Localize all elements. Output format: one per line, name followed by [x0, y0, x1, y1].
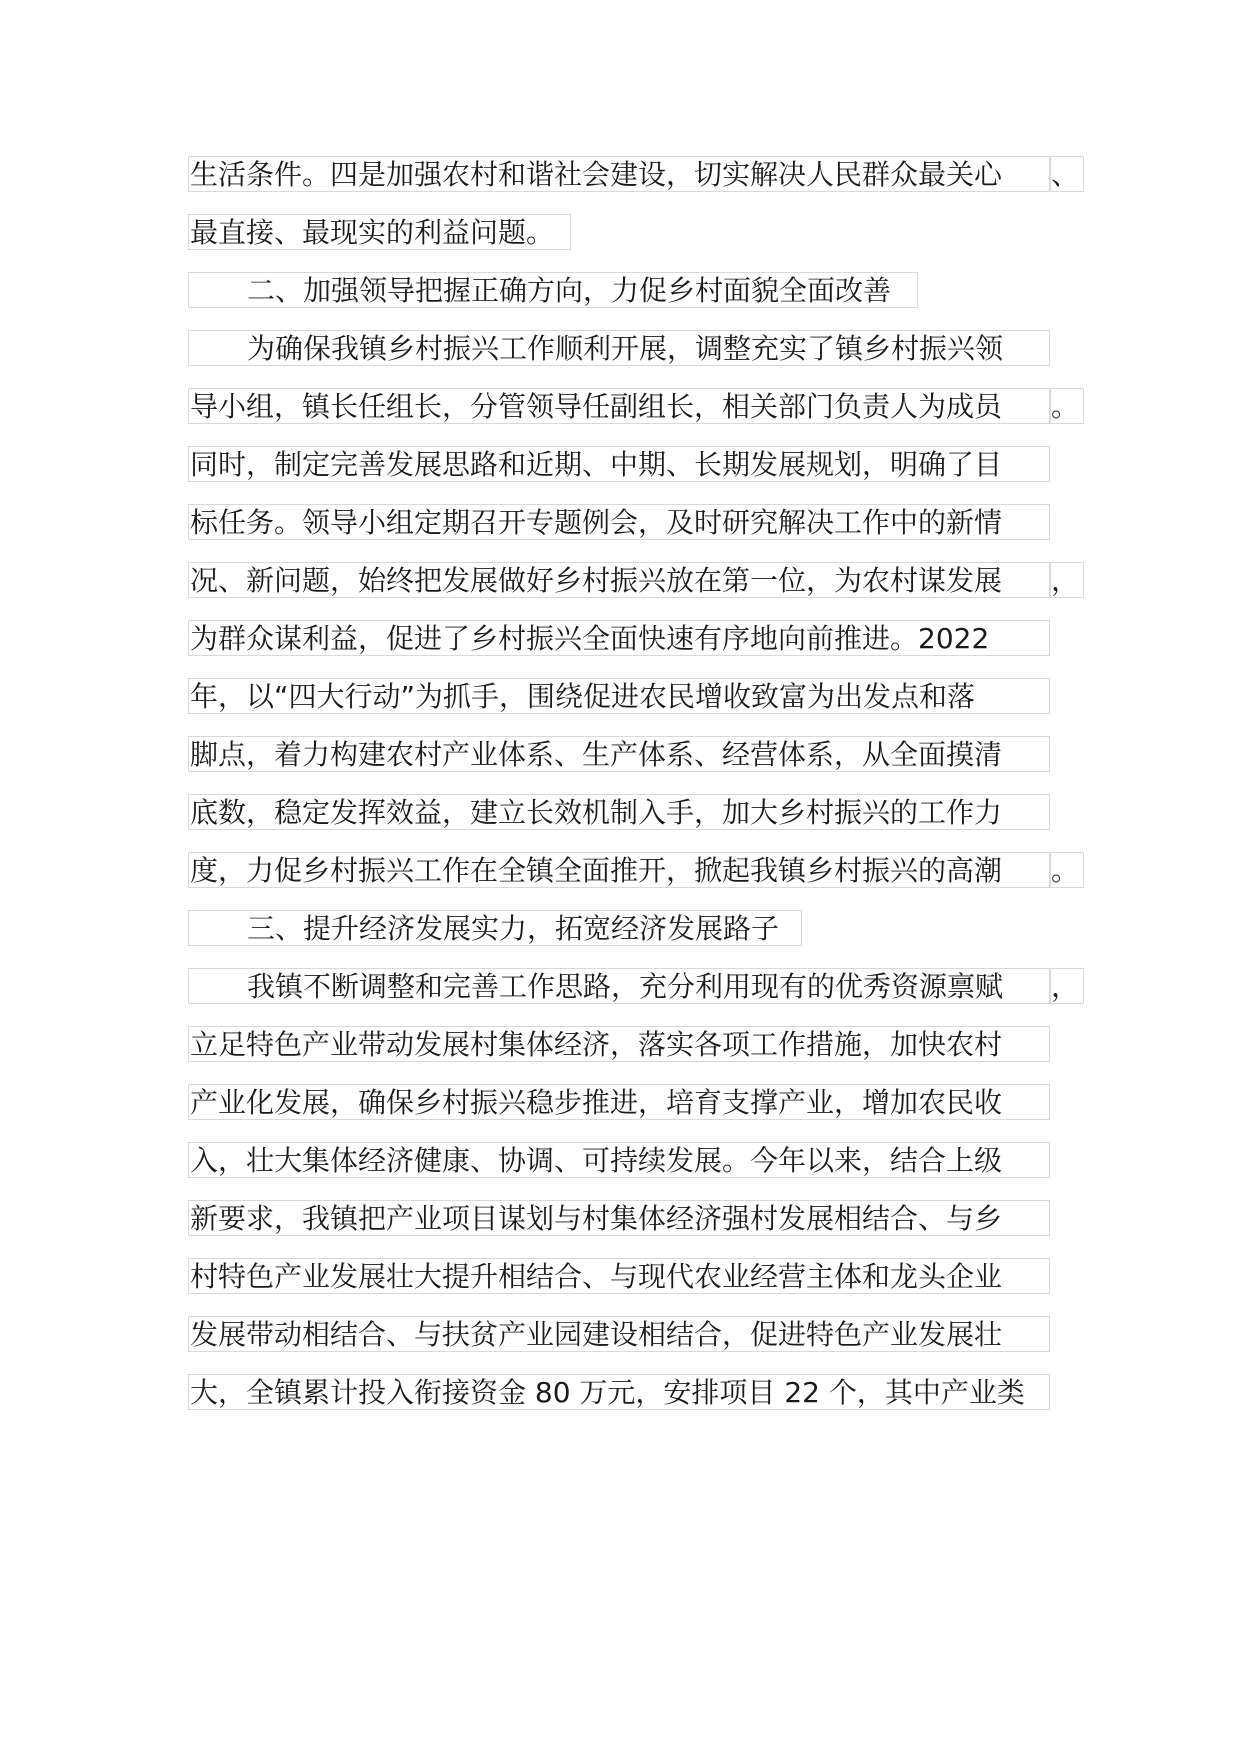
text-line: 新要求，我镇把产业项目谋划与村集体经济强村发展相结合、与乡	[188, 1200, 1050, 1236]
text-line: 年，以“四大行动”为抓手，围绕促进农民增收致富为出发点和落	[188, 678, 1050, 714]
text-line: 最直接、最现实的利益问题。	[188, 214, 571, 250]
text-line: 同时，制定完善发展思路和近期、中期、长期发展规划，明确了目	[188, 446, 1050, 482]
text-line: 标任务。领导小组定期召开专题例会，及时研究解决工作中的新情	[188, 504, 1050, 540]
text-line: 脚点，着力构建农村产业体系、生产体系、经营体系，从全面摸清	[188, 736, 1050, 772]
text-line: 度，力促乡村振兴工作在全镇全面推开，掀起我镇乡村振兴的高潮	[188, 852, 1050, 888]
section-heading: 三、提升经济发展实力，拓宽经济发展路子	[188, 910, 802, 946]
text-line: 况、新问题，始终把发展做好乡村振兴放在第一位，为农村谋发展	[188, 562, 1050, 598]
text-line: 村特色产业发展壮大提升相结合、与现代农业经营主体和龙头企业	[188, 1258, 1050, 1294]
line-overflow-punctuation: ，	[1050, 562, 1084, 598]
paragraph-first-line: 为确保我镇乡村振兴工作顺利开展，调整充实了镇乡村振兴领	[188, 330, 1050, 366]
line-overflow-punctuation: 。	[1050, 852, 1084, 888]
line-overflow-punctuation: 。	[1050, 388, 1084, 424]
text-line: 大，全镇累计投入衔接资金 80 万元，安排项目 22 个，其中产业类	[188, 1374, 1050, 1410]
text-line: 发展带动相结合、与扶贫产业园建设相结合，促进特色产业发展壮	[188, 1316, 1050, 1352]
text-line: 导小组，镇长任组长，分管领导任副组长，相关部门负责人为成员	[188, 388, 1050, 424]
text-line: 底数，稳定发挥效益，建立长效机制入手，加大乡村振兴的工作力	[188, 794, 1050, 830]
line-overflow-punctuation: 、	[1050, 156, 1084, 192]
paragraph-first-line: 我镇不断调整和完善工作思路，充分利用现有的优秀资源禀赋	[188, 968, 1050, 1004]
text-line: 生活条件。四是加强农村和谐社会建设，切实解决人民群众最关心	[188, 156, 1050, 192]
line-overflow-punctuation: ，	[1050, 968, 1084, 1004]
text-line: 为群众谋利益，促进了乡村振兴全面快速有序地向前推进。2022	[188, 620, 1050, 656]
text-line: 入，壮大集体经济健康、协调、可持续发展。今年以来，结合上级	[188, 1142, 1050, 1178]
section-heading: 二、加强领导把握正确方向，力促乡村面貌全面改善	[188, 272, 918, 308]
text-line: 立足特色产业带动发展村集体经济，落实各项工作措施，加快农村	[188, 1026, 1050, 1062]
text-line: 产业化发展，确保乡村振兴稳步推进，培育支撑产业，增加农民收	[188, 1084, 1050, 1120]
